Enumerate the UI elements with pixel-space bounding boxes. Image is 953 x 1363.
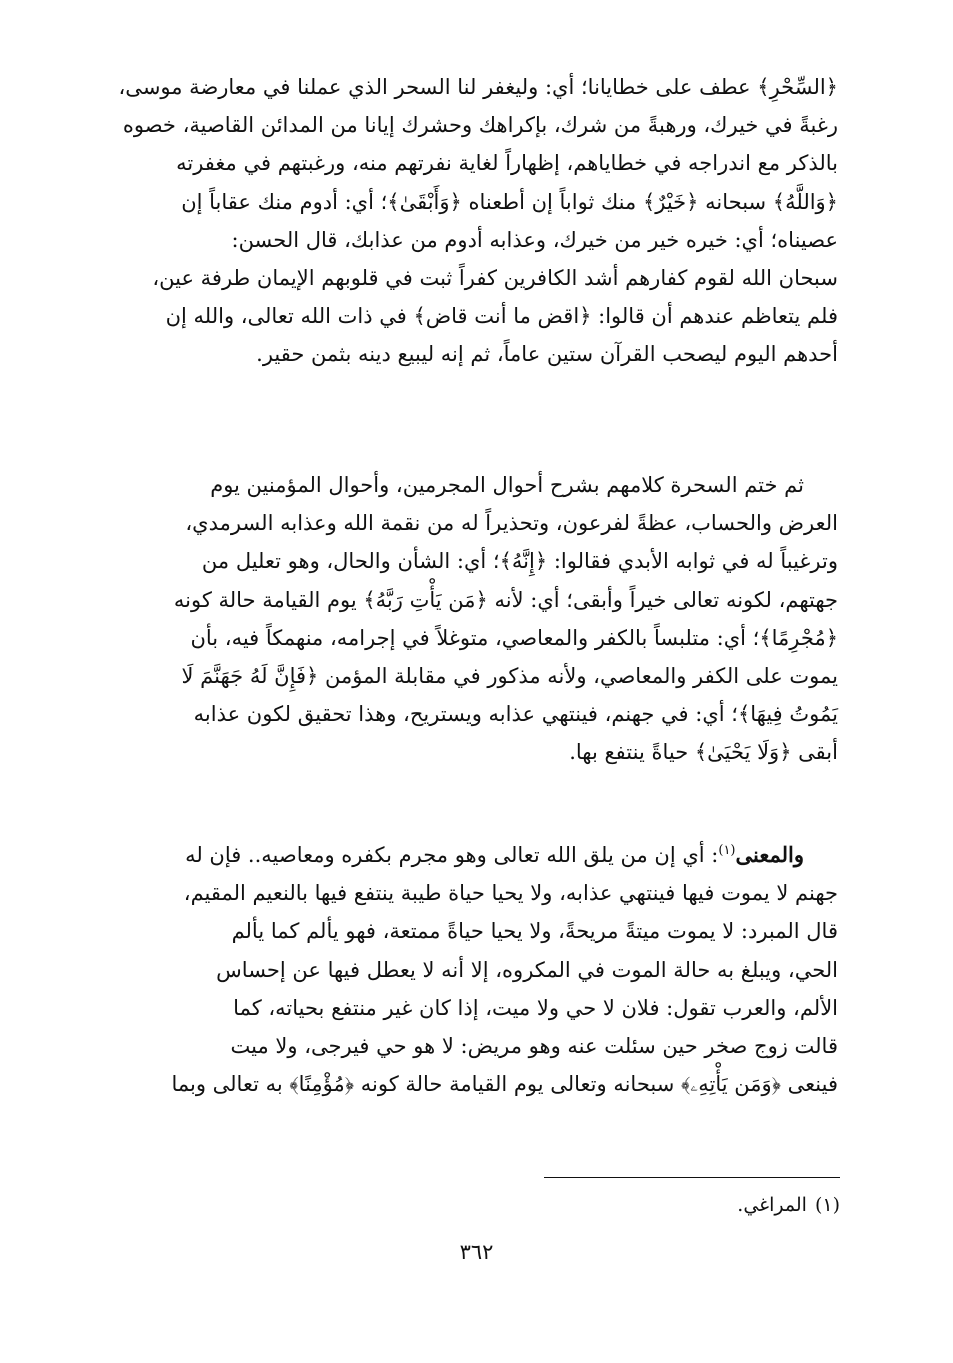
text-line: الألم، والعرب تقول: فلان لا حي ولا ميت، إذا كان غير منتفع بحياته، كما bbox=[233, 995, 838, 1020]
text-line: العرض والحساب، عظةً لفرعون، وتحذيراً له من نقمة الله وعذابه السرمدي، bbox=[185, 511, 838, 536]
page-number: ٣٦٢ bbox=[459, 1240, 494, 1264]
text-line: بالذكر مع اندراجه في خطاياهم، إظهاراً لغاية نفرتهم منه، ورغبتهم في مغفرته bbox=[176, 151, 838, 176]
text-line: قالت زوج صخر حين سئلت عنه وهو مريض: لا هو حي فيرجى، ولا ميت bbox=[230, 1034, 838, 1059]
text-line: الحي، ويبلغ به حالة الموت في المكروه، إلا أنه لا يعطل فيها عن إحساس bbox=[216, 957, 838, 982]
text-line: قال المبرد: لا يموت ميتةً مريحةً، ولا يحيا حياةً ممتعة، فهو يألم كما يألم bbox=[231, 919, 838, 944]
paragraph-3 bbox=[62, 836, 838, 1103]
text-line: رغبةً في خيرك، ورهبةً من شرك، بإكراهك وحشرك إيانا من المدائن القاصية، خصوه bbox=[122, 113, 838, 138]
text-line: ﴿وَاللَّهُ﴾ سبحانه ﴿خَيْرٌ﴾ منك ثواباً إن أطعناه ﴿وَأَبْقَىٰ﴾؛ أي: أدوم منك عقاباً إن bbox=[181, 189, 838, 214]
footnote-divider bbox=[544, 1177, 840, 1178]
footnote-reference: (١) bbox=[718, 843, 736, 858]
text-line: فينعى ﴿وَمَن يَأْتِهِۦ﴾ سبحانه وتعالى يوم القيامة حالة كونه ﴿مُؤْمِنًا﴾ به تعالى وبما bbox=[171, 1072, 838, 1097]
footnote-marker: (١) bbox=[814, 1194, 840, 1216]
text-line: جهتهم، لكونه تعالى خيراً وأبقى؛ أي: لأنه ﴿مَن يَأْتِ رَبَّهُ﴾ يوم القيامة حالة كونه bbox=[173, 587, 838, 612]
text-line: عصيناه؛ أي: خيره خير من خيرك، وعذابه أدوم من عذابك، قال الحسن: bbox=[231, 227, 838, 252]
text-line: وترغيباً له في ثوابه الأبدي فقالوا: ﴿إِنَّهُ﴾؛ أي: الشأن والحال، وهو تعليل من bbox=[201, 549, 838, 574]
text-line: ثم ختم السحرة كلامهم بشرح أحوال المجرمين، وأحوال المؤمنين يوم bbox=[210, 473, 804, 497]
text-line: ﴿السِّحْرِ﴾ عطف على خطايانا؛ أي: وليغفر لنا السحر الذي عملنا في معارضة موسى، bbox=[118, 75, 838, 99]
text-line: فلم يتعاظم عندهم أن قالوا: ﴿اقض ما أنت قاض﴾ في ذات الله تعالى، والله إن bbox=[165, 304, 838, 329]
text-line: ﴿مُجْرِمًا﴾؛ أي: متلبساً بالكفر والمعاصي، متوغلاً في إجرامه، منهمكاً فيه، بأن bbox=[190, 625, 838, 650]
paragraph-2 bbox=[62, 466, 838, 772]
text-line: سبحان الله لقوم كفارهم أشد الكافرين كفراً ثبت في قلوبهم الإيمان طرفة عين، bbox=[152, 266, 838, 291]
paragraph-1 bbox=[62, 68, 838, 374]
text-line: يموت على الكفر والمعاصي، ولأنه مذكور في مقابلة المؤمن ﴿فَإِنَّ لَهُ جَهَنَّمَ لَا bbox=[181, 664, 838, 689]
text-line: أحدهم اليوم ليصحب القرآن ستين عاماً، ثم إنه ليبيع دينه بثمن حقير. bbox=[256, 342, 838, 367]
text-line: يَمُوتُ فِيهَا﴾؛ أي: في جهنم، فينتهي عذابه ويستريح، وهذا تحقيق لكون عذابه bbox=[193, 702, 838, 727]
lead-rest: : أي إن من يلق الله تعالى وهو مجرم بكفره ومعاصيه.. فإن له bbox=[185, 843, 719, 867]
text-line-lead bbox=[62, 836, 838, 874]
lead-term: والمعنى bbox=[735, 842, 804, 867]
footnote bbox=[737, 1192, 840, 1218]
text-line: جهنم لا يموت فيها فينتهي عذابه، ولا يحيا حياة طيبة ينتفع فيها بالنعيم المقيم، bbox=[183, 881, 838, 906]
footnote-text: المراغي. bbox=[737, 1194, 807, 1216]
text-line: أبقى ﴿وَلَا يَحْيَىٰ﴾ حياةً ينتفع بها. bbox=[569, 740, 838, 765]
